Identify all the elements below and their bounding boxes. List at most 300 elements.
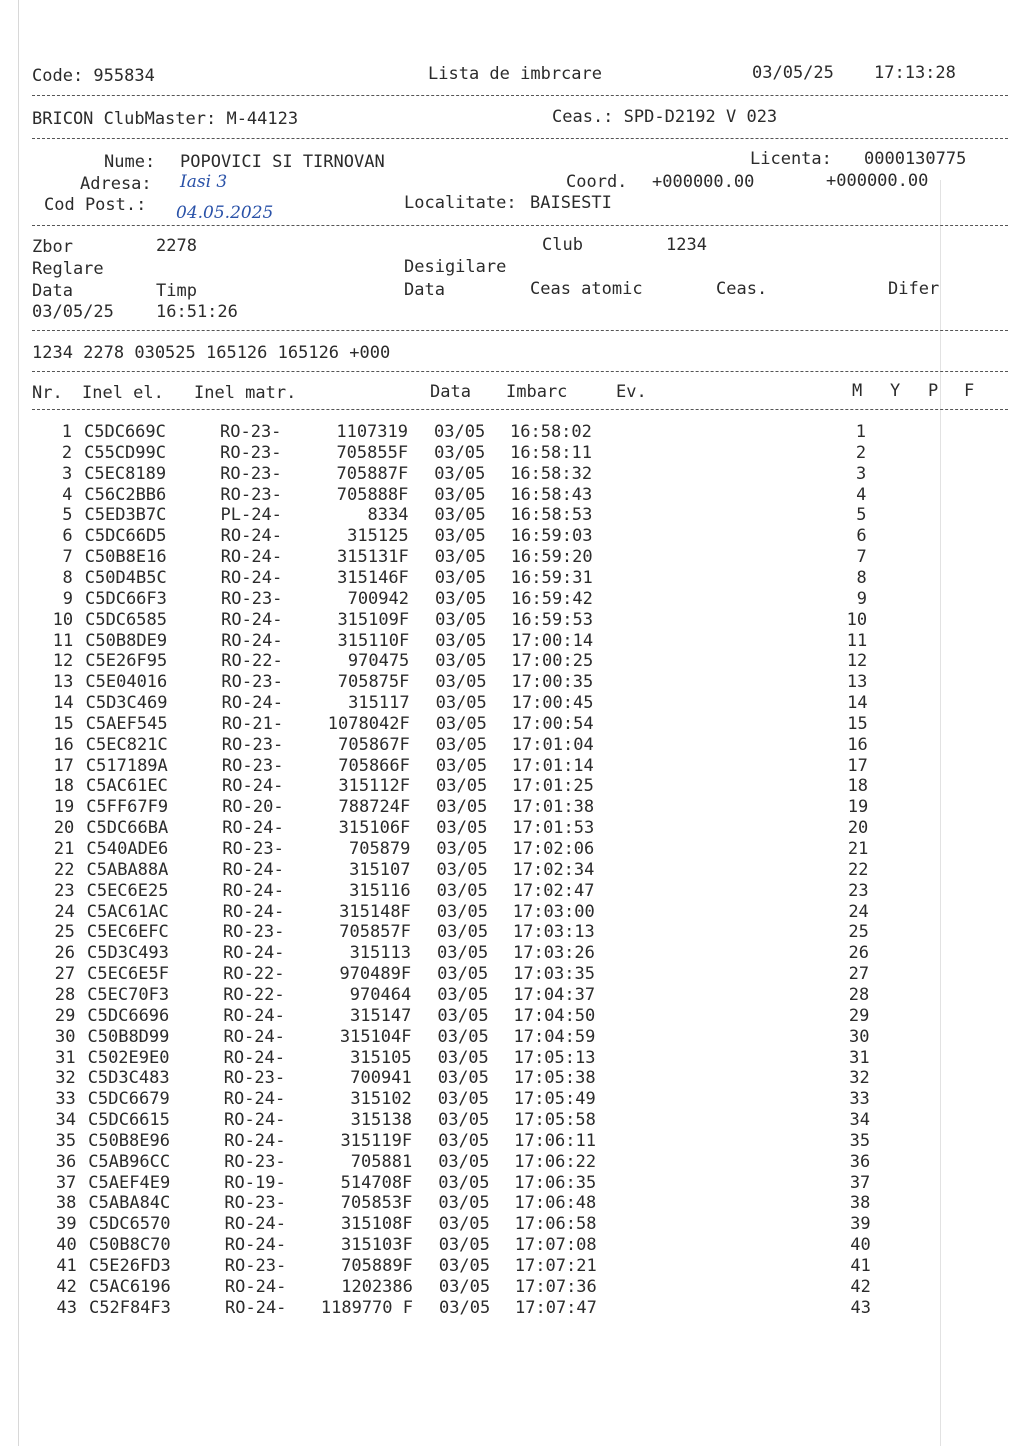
coord-lon: +000000.00 xyxy=(826,171,929,191)
ring-prefix: RO-23- xyxy=(220,484,282,505)
rank-m: 17 xyxy=(847,755,868,776)
data-label: Data xyxy=(32,281,73,301)
row-number: 43 xyxy=(56,1297,77,1318)
arrival-time: 17:02:47 xyxy=(512,880,595,901)
rank-m: 37 xyxy=(849,1172,871,1193)
row-number: 27 xyxy=(54,964,76,985)
arrival-date: 03/05 xyxy=(439,1297,491,1318)
table-row xyxy=(4,1048,1024,1069)
difer-label: Difer xyxy=(888,279,940,299)
row-number: 9 xyxy=(62,588,73,609)
arrival-time: 17:04:59 xyxy=(513,1026,596,1047)
divider xyxy=(32,95,1008,96)
row-number: 14 xyxy=(53,693,74,714)
arrival-time: 17:07:47 xyxy=(515,1297,597,1318)
col-header-inel-matr: Inel matr. xyxy=(194,383,297,403)
table-row xyxy=(5,1298,1024,1319)
rank-m: 7 xyxy=(856,547,867,568)
col-header-inel-el: Inel el. xyxy=(82,383,164,403)
rank-m: 39 xyxy=(850,1214,871,1235)
arrival-date: 03/05 xyxy=(436,901,488,922)
row-number: 24 xyxy=(54,901,75,922)
table-row xyxy=(0,443,1024,464)
arrival-time: 17:06:35 xyxy=(514,1172,597,1193)
ring-number: 970464 xyxy=(349,984,412,1005)
electronic-ring: C50B8E96 xyxy=(88,1130,170,1151)
table-row xyxy=(1,631,1024,652)
ring-number: 315107 xyxy=(349,859,411,880)
arrival-date: 03/05 xyxy=(438,1130,490,1151)
col-header-ev: Ev. xyxy=(616,382,647,402)
row-number: 25 xyxy=(54,922,75,943)
ring-number: 788724F xyxy=(338,797,411,818)
table-row xyxy=(5,1214,1024,1235)
arrival-date: 03/05 xyxy=(437,984,489,1005)
table-row xyxy=(5,1235,1024,1256)
ring-number: 700942 xyxy=(347,588,409,609)
ring-prefix: RO-21- xyxy=(221,713,284,734)
electronic-ring: C5EC6E5F xyxy=(87,964,169,985)
row-number: 2 xyxy=(61,442,73,463)
table-row xyxy=(4,1131,1024,1152)
arrival-date: 03/05 xyxy=(436,859,488,880)
table-row xyxy=(0,485,1024,506)
arrival-date: 03/05 xyxy=(434,463,486,484)
arrival-date: 03/05 xyxy=(437,1089,489,1110)
row-number: 28 xyxy=(54,984,76,1005)
rank-m: 30 xyxy=(849,1026,870,1047)
table-row xyxy=(3,860,1024,881)
arrival-date: 03/05 xyxy=(437,943,489,964)
row-number: 7 xyxy=(62,547,73,568)
table-row xyxy=(3,881,1024,902)
arrival-time: 17:07:08 xyxy=(514,1235,597,1256)
arrival-date: 03/05 xyxy=(438,1256,490,1276)
ring-prefix: RO-24- xyxy=(223,1026,285,1047)
arrival-time: 17:07:21 xyxy=(514,1256,597,1276)
ring-number: 700941 xyxy=(350,1068,412,1089)
ring-prefix: RO-24- xyxy=(224,1235,287,1256)
ring-number: 705853F xyxy=(340,1193,413,1214)
row-number: 18 xyxy=(53,776,74,797)
row-number: 36 xyxy=(55,1151,77,1172)
rank-m: 15 xyxy=(847,713,868,734)
ring-prefix: RO-23- xyxy=(221,755,284,776)
name-label: Nume: xyxy=(104,152,156,172)
electronic-ring: C5D3C483 xyxy=(87,1068,170,1089)
ring-prefix: RO-23- xyxy=(223,1068,286,1089)
arrival-time: 17:00:45 xyxy=(511,693,594,714)
arrival-time: 17:05:13 xyxy=(513,1047,596,1068)
electronic-ring: C5DC6679 xyxy=(87,1089,170,1110)
electronic-ring: C5ABA84C xyxy=(88,1193,171,1214)
arrival-date: 03/05 xyxy=(435,651,487,672)
summary-line: 1234 2278 030525 165126 165126 +000 xyxy=(32,343,391,363)
table-row xyxy=(5,1256,1024,1277)
table-row xyxy=(2,735,1024,756)
ring-number: 705888F xyxy=(336,484,409,505)
ring-prefix: RO-24- xyxy=(224,1214,287,1235)
ring-prefix: RO-20- xyxy=(222,797,284,818)
ring-number: 315102 xyxy=(350,1089,412,1110)
ring-prefix: RO-24- xyxy=(224,1130,286,1151)
col-header-nr: Nr. xyxy=(32,383,63,403)
arrival-date: 03/05 xyxy=(435,609,487,630)
ring-number: 705855F xyxy=(336,442,409,463)
row-number: 26 xyxy=(54,943,75,964)
arrival-date: 03/05 xyxy=(435,693,487,714)
arrival-time: 16:59:03 xyxy=(510,526,593,547)
electronic-ring: C5DC66BA xyxy=(86,818,169,839)
arrival-time: 17:00:35 xyxy=(511,672,594,693)
data2-label: Data xyxy=(404,280,445,300)
club-label: Club xyxy=(542,235,583,255)
arrival-time: 17:03:13 xyxy=(512,922,595,943)
rank-m: 27 xyxy=(848,964,870,985)
rank-m: 21 xyxy=(847,839,869,859)
ring-prefix: RO-23- xyxy=(224,1151,286,1172)
electronic-ring: C5EC8189 xyxy=(84,463,167,484)
row-number: 20 xyxy=(53,818,75,839)
ring-prefix: RO-24- xyxy=(222,880,285,901)
rank-m: 6 xyxy=(856,526,867,547)
electronic-ring: C5DC6615 xyxy=(88,1110,170,1131)
ring-number: 1078042F xyxy=(327,713,410,734)
row-number: 8 xyxy=(62,567,73,588)
clock-device: Ceas.: SPD-D2192 V 023 xyxy=(552,107,778,127)
desigilare-label: Desigilare xyxy=(404,257,507,277)
divider xyxy=(32,330,1008,331)
rank-m: 8 xyxy=(856,567,867,588)
license-number: 0000130775 xyxy=(864,149,967,169)
col-header-imbarc: Imbarc xyxy=(506,382,568,402)
ring-prefix: RO-24- xyxy=(222,818,284,839)
table-row xyxy=(3,985,1024,1006)
ring-prefix: RO-23- xyxy=(221,672,283,693)
list-title: Lista de imbrcare xyxy=(428,64,602,84)
arrival-date: 03/05 xyxy=(438,1151,490,1172)
ring-number: 705887F xyxy=(336,463,409,484)
arrival-time: 17:01:25 xyxy=(512,776,594,797)
ring-prefix: RO-19- xyxy=(224,1172,286,1193)
ring-prefix: RO-23- xyxy=(224,1256,287,1276)
electronic-ring: C5E04016 xyxy=(85,672,168,693)
electronic-ring: C5EC821C xyxy=(85,734,168,755)
electronic-ring: C5D3C469 xyxy=(85,693,168,714)
reglare-time: 16:51:26 xyxy=(156,302,238,322)
table-row xyxy=(4,1110,1024,1131)
table-row xyxy=(3,902,1024,923)
postcode-handwritten: 04.05.2025 xyxy=(176,203,274,223)
arrival-time: 17:01:53 xyxy=(512,818,595,839)
arrival-date: 03/05 xyxy=(436,922,489,943)
divider xyxy=(32,138,1008,139)
table-row xyxy=(2,839,1024,860)
table-row xyxy=(2,693,1024,714)
ring-prefix: RO-22- xyxy=(223,964,285,985)
row-number: 11 xyxy=(52,630,74,651)
table-row xyxy=(4,1027,1024,1048)
ring-number: 705867F xyxy=(338,734,410,755)
ring-number: 705857F xyxy=(339,922,411,943)
table-row xyxy=(1,589,1024,610)
row-number: 4 xyxy=(62,484,73,505)
rank-m: 35 xyxy=(849,1130,871,1151)
electronic-ring: C50B8E16 xyxy=(84,547,167,568)
arrival-time: 17:05:58 xyxy=(514,1110,596,1131)
ring-prefix: PL-24- xyxy=(220,505,282,526)
table-row xyxy=(2,797,1024,818)
electronic-ring: C5D3C493 xyxy=(87,943,169,964)
electronic-ring: C5E26F95 xyxy=(85,651,168,672)
arrival-time: 17:06:48 xyxy=(514,1193,597,1214)
arrival-time: 16:59:42 xyxy=(511,588,593,609)
ring-prefix: RO-22- xyxy=(221,651,283,672)
table-row xyxy=(0,422,1024,443)
row-number: 34 xyxy=(55,1110,76,1131)
ring-prefix: RO-22- xyxy=(223,984,285,1005)
arrival-date: 03/05 xyxy=(436,776,488,797)
table-row xyxy=(1,672,1024,693)
table-row xyxy=(0,464,1024,485)
ring-number: 705875F xyxy=(337,672,410,693)
arrival-date: 03/05 xyxy=(435,672,487,693)
arrival-date: 03/05 xyxy=(435,755,488,776)
ring-number: 705889F xyxy=(341,1256,413,1276)
row-number: 39 xyxy=(56,1214,77,1235)
table-row xyxy=(2,818,1024,839)
arrival-date: 03/05 xyxy=(438,1193,490,1214)
code-label: Code: 955834 xyxy=(32,66,155,86)
electronic-ring: C5EC70F3 xyxy=(87,984,170,1005)
table-row xyxy=(2,714,1024,735)
rank-m: 29 xyxy=(848,1005,870,1026)
rank-m: 36 xyxy=(849,1151,871,1172)
electronic-ring: C50D4B5C xyxy=(84,567,167,588)
ring-number: 8334 xyxy=(367,505,409,526)
rank-m: 40 xyxy=(850,1235,871,1256)
ring-number: 315103F xyxy=(341,1235,413,1256)
ring-number: 315138 xyxy=(350,1110,412,1131)
ring-number: 1202386 xyxy=(341,1276,413,1297)
rank-m: 28 xyxy=(848,984,870,1005)
arrival-date: 03/05 xyxy=(435,588,487,609)
arrival-time: 16:59:53 xyxy=(511,609,593,630)
electronic-ring: C50B8DE9 xyxy=(85,630,168,651)
row-number: 40 xyxy=(56,1235,77,1256)
ring-prefix: RO-24- xyxy=(221,693,284,714)
ring-prefix: RO-24- xyxy=(222,901,285,922)
electronic-ring: C5AEF4E9 xyxy=(88,1172,171,1193)
ring-prefix: RO-24- xyxy=(225,1297,287,1318)
ring-prefix: RO-24- xyxy=(223,1089,286,1110)
arrival-time: 17:06:22 xyxy=(514,1151,597,1172)
license-label: Licenta: xyxy=(750,149,832,169)
arrival-date: 03/05 xyxy=(437,964,489,985)
ring-number: 315105 xyxy=(350,1047,412,1068)
ring-prefix: RO-24- xyxy=(220,526,283,547)
ring-number: 705879 xyxy=(348,839,411,859)
electronic-ring: C502E9E0 xyxy=(87,1047,170,1068)
row-number: 23 xyxy=(54,880,75,901)
club-number: 1234 xyxy=(666,235,707,255)
ring-prefix: RO-24- xyxy=(223,1047,286,1068)
arrival-time: 17:01:38 xyxy=(512,797,595,818)
rank-m: 2 xyxy=(855,442,867,463)
arrival-time: 17:04:50 xyxy=(513,1005,596,1026)
ring-number: 315119F xyxy=(340,1130,413,1151)
row-number: 19 xyxy=(53,797,75,818)
arrival-time: 16:59:20 xyxy=(510,547,593,568)
row-number: 37 xyxy=(55,1172,77,1193)
ring-prefix: RO-23- xyxy=(221,588,283,609)
table-row xyxy=(4,1152,1024,1173)
arrival-time: 16:58:43 xyxy=(510,484,593,505)
ring-number: 315110F xyxy=(337,630,410,651)
rank-m: 31 xyxy=(849,1047,870,1068)
rank-m: 25 xyxy=(848,922,869,943)
rank-m: 10 xyxy=(846,609,868,630)
ring-prefix: RO-23- xyxy=(222,839,284,859)
arrival-date: 03/05 xyxy=(435,713,487,734)
ring-number: 315147 xyxy=(349,1005,412,1026)
electronic-ring: C540ADE6 xyxy=(86,839,169,859)
row-number: 31 xyxy=(55,1047,76,1068)
clock-label: Ceas. xyxy=(716,279,768,299)
electronic-ring: C5AB96CC xyxy=(88,1151,171,1172)
table-row xyxy=(3,964,1024,985)
owner-name: POPOVICI SI TIRNOVAN xyxy=(180,152,385,172)
rank-m: 41 xyxy=(850,1256,871,1276)
rank-m: 24 xyxy=(848,901,869,922)
row-number: 15 xyxy=(53,713,74,734)
rank-m: 22 xyxy=(848,859,869,880)
row-number: 6 xyxy=(62,526,73,547)
arrival-date: 03/05 xyxy=(434,442,486,463)
ring-prefix: RO-24- xyxy=(220,547,283,568)
table-row xyxy=(1,547,1024,568)
ring-number: 315109F xyxy=(337,609,410,630)
ring-number: 514708F xyxy=(340,1172,413,1193)
electronic-ring: C55CD99C xyxy=(84,442,166,463)
row-number: 35 xyxy=(55,1130,77,1151)
arrival-time: 17:06:58 xyxy=(514,1214,597,1235)
ring-number: 315104F xyxy=(339,1026,412,1047)
divider xyxy=(32,225,1008,226)
table-row xyxy=(3,922,1024,943)
electronic-ring: C5AEF545 xyxy=(85,713,168,734)
ring-number: 315112F xyxy=(338,776,410,797)
locality-label: Localitate: xyxy=(404,193,517,213)
rank-m: 12 xyxy=(846,651,868,672)
ring-prefix: RO-23- xyxy=(222,922,285,943)
rank-m: 33 xyxy=(849,1089,870,1110)
table-row xyxy=(2,756,1024,777)
row-number: 21 xyxy=(53,839,75,859)
row-number: 5 xyxy=(62,505,73,526)
arrival-time: 17:03:26 xyxy=(513,943,595,964)
row-number: 17 xyxy=(53,755,74,776)
electronic-ring: C5DC66F3 xyxy=(85,588,167,609)
row-number: 29 xyxy=(54,1005,76,1026)
table-row xyxy=(1,505,1024,526)
ring-prefix: RO-24- xyxy=(223,1005,285,1026)
arrival-date: 03/05 xyxy=(434,567,486,588)
electronic-ring: C5DC669C xyxy=(84,422,166,442)
ring-number: 1107319 xyxy=(336,422,408,442)
arrival-time: 16:58:32 xyxy=(510,463,593,484)
ring-prefix: RO-24- xyxy=(222,776,284,797)
ring-number: 315108F xyxy=(340,1214,413,1235)
ring-prefix: RO-23- xyxy=(221,734,284,755)
table-row xyxy=(4,1173,1024,1194)
ring-prefix: RO-24- xyxy=(224,1110,286,1131)
electronic-ring: C5DC6570 xyxy=(88,1214,171,1235)
ring-number: 315113 xyxy=(349,943,411,964)
electronic-ring: C5DC6696 xyxy=(87,1005,170,1026)
electronic-ring: C50B8D99 xyxy=(87,1026,170,1047)
zbor-number: 2278 xyxy=(156,236,197,256)
coord-lat: +000000.00 xyxy=(652,172,755,192)
arrival-date: 03/05 xyxy=(438,1214,490,1235)
print-date: 03/05/25 xyxy=(752,63,834,83)
table-row xyxy=(4,1068,1024,1089)
arrival-time: 17:02:06 xyxy=(512,839,595,859)
row-number: 32 xyxy=(55,1068,76,1089)
atomic-clock-label: Ceas atomic xyxy=(530,279,643,299)
rank-m: 1 xyxy=(855,422,866,442)
arrival-date: 03/05 xyxy=(437,1068,489,1089)
col-header-data: Data xyxy=(430,382,471,402)
postcode-label: Cod Post.: xyxy=(44,195,147,215)
row-number: 22 xyxy=(54,859,75,880)
row-number: 1 xyxy=(61,422,72,442)
ring-prefix: RO-23- xyxy=(224,1193,286,1214)
arrival-time: 17:05:49 xyxy=(513,1089,596,1110)
electronic-ring: C5AC61EC xyxy=(86,776,168,797)
arrival-date: 03/05 xyxy=(437,1005,489,1026)
row-number: 3 xyxy=(61,463,73,484)
arrival-time: 16:58:53 xyxy=(510,505,593,526)
arrival-time: 16:59:31 xyxy=(510,567,593,588)
ring-number: 970475 xyxy=(347,651,410,672)
electronic-ring: C5AC6196 xyxy=(88,1276,171,1297)
ring-number: 315131F xyxy=(337,547,409,568)
arrival-date: 03/05 xyxy=(438,1172,490,1193)
row-number: 30 xyxy=(55,1026,76,1047)
ring-prefix: RO-24- xyxy=(223,943,285,964)
locality: BAISESTI xyxy=(530,193,612,213)
table-row xyxy=(4,1193,1024,1214)
electronic-ring: C5ABA88A xyxy=(86,859,169,880)
arrival-date: 03/05 xyxy=(434,422,486,442)
arrival-date: 03/05 xyxy=(436,797,488,818)
ring-number: 315125 xyxy=(347,526,409,547)
table-row xyxy=(1,568,1024,589)
electronic-ring: C52F84F3 xyxy=(89,1297,171,1318)
row-number: 42 xyxy=(56,1276,77,1297)
arrival-time: 17:02:34 xyxy=(512,859,595,880)
table-row xyxy=(2,776,1024,797)
ring-prefix: RO-24- xyxy=(222,859,284,880)
address-handwritten: Iasi 3 xyxy=(180,172,228,192)
arrival-time: 17:00:25 xyxy=(511,651,594,672)
ring-prefix: RO-24- xyxy=(224,1276,287,1297)
electronic-ring: C517189A xyxy=(85,755,168,776)
ring-prefix: RO-23- xyxy=(220,463,282,484)
divider xyxy=(32,409,1008,410)
col-header-f: F xyxy=(964,381,975,401)
